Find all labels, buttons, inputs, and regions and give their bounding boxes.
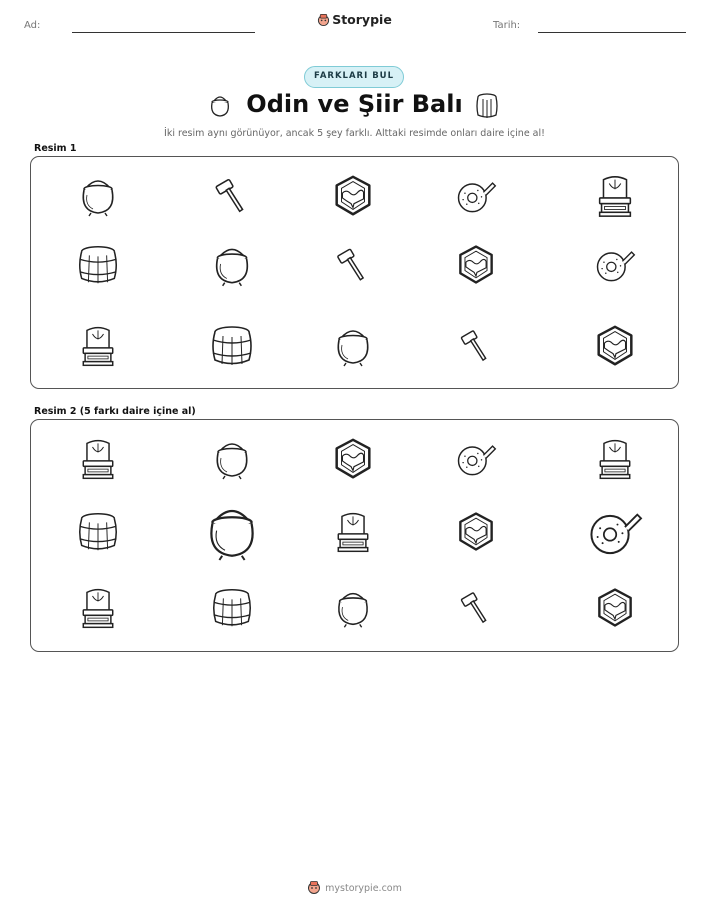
cauldron-icon[interactable] [207,434,257,484]
throne-icon [591,172,639,220]
cauldron-icon [73,171,123,221]
mead-hexagon-icon[interactable] [592,585,638,631]
throne-icon[interactable] [592,436,638,482]
barrel-icon [207,321,257,371]
cauldron-icon [206,239,258,291]
mead-hexagon-icon [453,242,499,288]
name-label: Ad: [24,20,41,31]
millstone-icon[interactable] [584,501,646,563]
brand-name: Storypie [332,12,392,27]
millstone-icon [592,242,638,288]
footer-url: mystorypie.com [325,883,402,894]
throne-icon [75,323,121,369]
instructions: İki resim aynı görünüyor, ancak 5 şey farklı. Alttaki resimde onları daire içine al! [164,128,545,139]
barrel-icon[interactable] [74,508,122,556]
badge: FARKLARI BUL [304,66,404,88]
mead-hexagon-icon [591,322,639,370]
date-line[interactable] [538,32,686,33]
millstone-icon[interactable] [453,436,499,482]
hammer-icon [454,324,498,368]
cauldron-icon[interactable] [329,584,377,632]
hammer-icon[interactable] [454,586,498,630]
name-line[interactable] [72,32,255,33]
picture1-label: Resim 1 [34,143,77,154]
footer [0,880,709,894]
page-title: Odin ve Şiir Balı [246,90,463,118]
millstone-icon [453,173,499,219]
mead-hexagon-icon [329,172,377,220]
throne-icon[interactable] [75,585,121,631]
storypie-logo-icon [307,880,321,894]
throne-icon[interactable] [75,436,121,482]
picture2-label: Resim 2 (5 farkı daire içine al) [34,406,196,417]
brand [0,12,709,27]
date-label: Tarih: [493,20,521,31]
hammer-icon [208,172,256,220]
mead-hexagon-icon[interactable] [453,509,499,555]
cauldron-icon [328,321,378,371]
barrel-icon [474,92,500,120]
cauldron-icon[interactable] [197,497,267,567]
barrel-icon [74,241,122,289]
hammer-icon [330,242,376,288]
mead-hexagon-icon[interactable] [329,435,377,483]
throne-icon[interactable] [330,509,376,555]
storypie-logo-icon [317,13,330,26]
barrel-icon[interactable] [208,584,256,632]
